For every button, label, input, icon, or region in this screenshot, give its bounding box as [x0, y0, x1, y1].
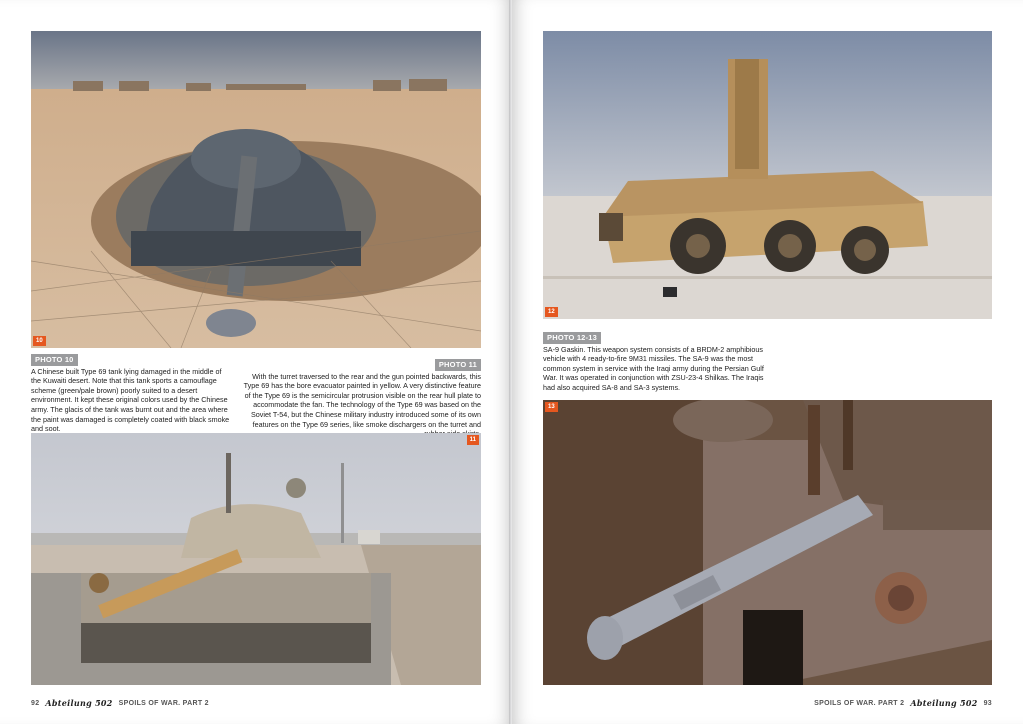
- caption-text-photo-10: A Chinese built Type 69 tank lying damaged in the middle of the Kuwaiti desert. Note that this tank sports a camouflage scheme (green/pale brown) poorly suited to a desert environment. It kept these original colors used by the Chinese army. The glacis of the tank was burnt out and the area where the paint was damaged is completely coated with black smoke and soot.: [31, 366, 230, 434]
- caption-label-photo-12-13: PHOTO 12-13: [543, 332, 601, 344]
- photo-10: [31, 31, 481, 348]
- photo-11-number-badge: 11: [467, 435, 479, 445]
- photo-10-number-badge: 10: [33, 336, 46, 346]
- brand-logo-left: Abteilung 502: [45, 698, 113, 708]
- caption-photo-11: [240, 359, 481, 439]
- left-footer: [31, 698, 209, 708]
- caption-label-photo-11: PHOTO 11: [435, 359, 481, 371]
- right-footer: [814, 698, 992, 708]
- caption-text-photo-11: With the turret traversed to the rear and the gun pointed backwards, this Type 69 has the bore evacuator painted in yellow. A very distinctive feature of the Type 69 is the semicircular protrusion visible on the rear hull plate to accommodate the fan. The technology of the Type 69 was based on the Soviet T-54, but the Chinese military industry introduced some of its own features on the Type 69 series, like smoke dischargers on the turret and: [243, 371, 481, 429]
- right-page: [512, 0, 1023, 724]
- photo-12-number-badge: 12: [545, 307, 558, 317]
- photo-12-image: [543, 31, 992, 319]
- page-number-left: 92: [31, 699, 40, 707]
- caption-photo-10: [31, 354, 231, 434]
- photo-13-number-badge: 13: [545, 402, 558, 412]
- photo-12: [543, 31, 992, 319]
- caption-text-photo-12-13: SA-9 Gaskin. This weapon system consists of a BRDM-2 amphibious vehicle with 4 ready-to-fire 9M31 missiles. The SA-9 was the most common system in service with the Iraqi army during the Persian Gulf War. It was operated in conjunction with ZSU-23-4 Shilkas. The Iraqis had also acquired SA-8 and SA-3 systems.: [543, 344, 764, 392]
- page-number-right: 93: [983, 699, 992, 707]
- left-page: [0, 0, 511, 724]
- section-title-right: SPOILS OF WAR. PART 2: [814, 699, 905, 707]
- caption-label-photo-10: PHOTO 10: [31, 354, 78, 366]
- photo-10-image: [31, 31, 481, 348]
- photo-13: [543, 400, 992, 685]
- caption-photo-12-13: [543, 332, 771, 393]
- photo-11: [31, 433, 481, 685]
- photo-11-image: [31, 433, 481, 685]
- photo-13-image: [543, 400, 992, 685]
- brand-logo-right: Abteilung 502: [910, 698, 978, 708]
- section-title-left: SPOILS OF WAR. PART 2: [118, 699, 209, 707]
